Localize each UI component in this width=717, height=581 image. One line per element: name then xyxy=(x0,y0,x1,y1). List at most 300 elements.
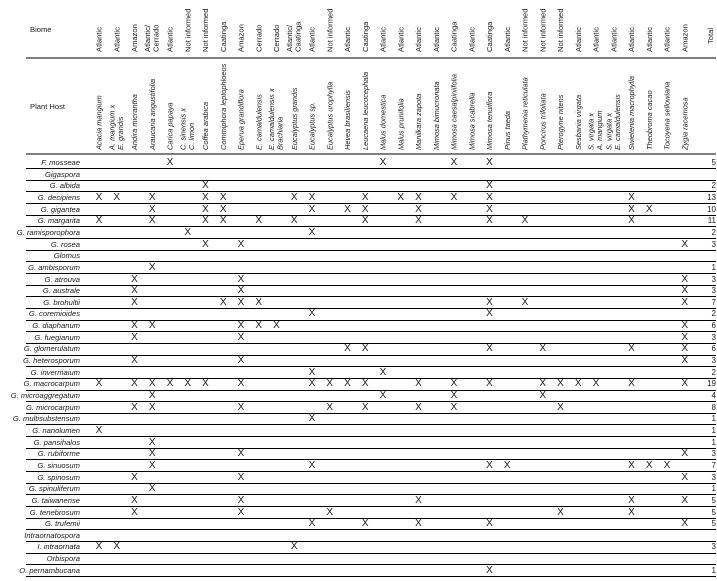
occurrence-mark: X xyxy=(539,343,547,355)
species-name: G. trufemii xyxy=(44,519,80,529)
occurrence-mark: X xyxy=(326,506,334,518)
row-separator xyxy=(26,529,716,530)
host-label: Zygia racemosa xyxy=(680,97,690,150)
occurrence-mark: X xyxy=(486,343,493,355)
biome-label: Atlantic xyxy=(627,27,636,52)
host-label: Eucalyptus urophylla xyxy=(325,81,335,150)
occurrence-mark: X xyxy=(486,518,493,530)
occurrence-mark: X xyxy=(379,157,387,168)
species-name: G. taiwanense xyxy=(31,495,80,505)
occurrence-mark: X xyxy=(415,401,422,413)
row-total: 3 xyxy=(711,239,716,249)
row-separator xyxy=(26,483,716,484)
host-label: Eucalyptus grandis xyxy=(289,87,299,150)
occurrence-mark: X xyxy=(450,378,458,390)
species-name: G. fuegianum xyxy=(34,332,80,342)
row-total: 1 xyxy=(711,414,716,424)
biome-label: Not informed xyxy=(183,8,193,52)
occurrence-mark: X xyxy=(344,203,351,215)
row-separator xyxy=(26,553,716,554)
occurrence-mark: X xyxy=(361,518,369,530)
occurrence-mark: X xyxy=(255,320,263,332)
host-label: E. grandis xyxy=(115,116,125,150)
occurrence-mark: X xyxy=(486,378,493,390)
species-name: G. australe xyxy=(42,286,80,296)
row-separator xyxy=(26,168,716,169)
host-label: Commiphora leptophloeos xyxy=(218,63,228,150)
occurrence-mark: X xyxy=(379,390,387,401)
biome-label: Atlantic xyxy=(431,27,441,52)
species-name: G. albida xyxy=(49,181,80,191)
row-separator xyxy=(26,459,716,460)
occurrence-mark: X xyxy=(521,296,529,308)
host-label: A. mangium xyxy=(595,110,604,150)
occurrence-mark: X xyxy=(95,378,103,390)
host-label: Manilkara zapota xyxy=(414,93,423,150)
occurrence-mark: X xyxy=(415,518,422,530)
biome-label: Atlantic/ xyxy=(284,24,294,52)
biome-label: Atlantic/ xyxy=(142,24,152,52)
species-name: G. tenebrosum xyxy=(29,507,80,517)
occurrence-mark: X xyxy=(131,471,138,483)
occurrence-mark: X xyxy=(628,459,635,471)
occurrence-mark: X xyxy=(486,157,493,168)
occurrence-mark: X xyxy=(415,494,422,506)
occurrence-mark: X xyxy=(557,378,564,390)
occurrence-mark: X xyxy=(290,191,298,203)
species-name: G. margarita xyxy=(37,216,80,226)
row-total: 3 xyxy=(711,286,716,296)
row-separator xyxy=(26,390,716,391)
biome-label: Caatinga xyxy=(360,21,370,52)
occurrence-mark: X xyxy=(202,378,209,390)
occurrence-mark: X xyxy=(148,378,156,390)
row-total: 6 xyxy=(711,321,716,331)
biome-label: Atlantic xyxy=(343,27,352,52)
occurrence-mark: X xyxy=(148,320,156,332)
biome-label: Biome xyxy=(30,25,52,34)
occurrence-mark: X xyxy=(95,215,103,227)
biome-label: Cerrado xyxy=(272,24,281,52)
row-separator xyxy=(26,308,716,309)
biome-label: Not informed xyxy=(556,8,565,52)
occurrence-mark: X xyxy=(361,215,369,227)
occurrence-mark: X xyxy=(628,203,635,215)
occurrence-mark: X xyxy=(628,506,635,518)
occurrence-mark: X xyxy=(131,401,138,413)
biome-label: Atlantic xyxy=(396,27,406,52)
occurrence-mark: X xyxy=(397,191,405,203)
host-label: S. virgata x xyxy=(586,113,596,150)
occurrence-mark: X xyxy=(148,191,156,203)
occurrence-mark: X xyxy=(237,238,245,250)
occurrence-mark: X xyxy=(95,191,103,203)
biome-label: Cerrado xyxy=(254,24,264,52)
species-name: G. sinuosum xyxy=(37,460,80,470)
occurrence-mark: X xyxy=(113,191,121,203)
biome-label: Atlantic xyxy=(502,27,512,52)
occurrence-mark: X xyxy=(326,378,334,390)
host-label: E. camaldulensis xyxy=(612,94,622,150)
species-name: G. brohultii xyxy=(43,297,80,307)
occurrence-mark: X xyxy=(628,378,635,390)
host-label: Pinus taeda xyxy=(502,110,512,150)
occurrence-mark: X xyxy=(574,378,582,390)
species-name: G. atrouva xyxy=(44,274,80,284)
occurrence-mark: X xyxy=(202,238,209,250)
occurrence-mark: X xyxy=(663,459,671,471)
occurrence-mark: X xyxy=(148,390,156,401)
row-total: 7 xyxy=(711,460,716,470)
biome-label: Amazon xyxy=(236,24,246,52)
occurrence-mark: X xyxy=(148,483,156,495)
occurrence-mark: X xyxy=(681,320,689,332)
row-total: 3 xyxy=(711,542,716,552)
row-separator xyxy=(26,366,716,367)
species-name: G. pansihalos xyxy=(33,437,80,447)
occurrence-mark: X xyxy=(486,459,493,471)
occurrence-mark: X xyxy=(219,203,227,215)
biome-label: Caatinga xyxy=(449,21,459,52)
occurrence-mark: X xyxy=(202,203,209,215)
row-total: 5 xyxy=(711,158,716,167)
occurrence-mark: X xyxy=(628,494,635,506)
occurrence-mark: X xyxy=(131,506,138,518)
host-label: Mimosa tenuiflora xyxy=(485,91,494,150)
occurrence-mark: X xyxy=(645,459,653,471)
row-separator xyxy=(26,250,716,251)
occurrence-mark: X xyxy=(308,191,316,203)
row-separator xyxy=(26,436,716,437)
occurrence-mark: X xyxy=(131,355,138,367)
occurrence-mark: X xyxy=(645,203,653,215)
row-total: 3 xyxy=(711,356,716,366)
row-total: 1 xyxy=(711,425,716,435)
occurrence-mark: X xyxy=(237,355,245,367)
row-total: 13 xyxy=(707,192,716,202)
host-label: Swietenia macrophylla xyxy=(627,76,636,150)
occurrence-mark: X xyxy=(148,215,156,227)
row-total: 4 xyxy=(711,391,716,400)
species-name: I. intraornata xyxy=(37,542,80,552)
occurrence-mark: X xyxy=(450,191,458,203)
occurrence-mark: X xyxy=(166,157,174,168)
occurrence-mark: X xyxy=(486,564,493,576)
species-name: G. gigantea xyxy=(40,204,80,214)
occurrence-mark: X xyxy=(308,366,316,378)
row-separator xyxy=(26,448,716,449)
occurrence-mark: X xyxy=(681,273,689,285)
occurrence-mark: X xyxy=(308,518,316,530)
occurrence-mark: X xyxy=(131,331,138,343)
row-separator xyxy=(26,261,716,262)
occurrence-mark: X xyxy=(237,506,245,518)
host-label: S. virgata x xyxy=(604,113,614,150)
occurrence-mark: X xyxy=(557,506,564,518)
occurrence-mark: X xyxy=(628,191,635,203)
host-label: Eperua grandiflora xyxy=(236,89,246,150)
row-separator xyxy=(26,424,716,425)
species-name: G. glomerulatum xyxy=(23,344,80,354)
species-name: G. decipiens xyxy=(37,192,80,202)
occurrence-mark: X xyxy=(219,215,227,227)
occurrence-mark: X xyxy=(237,494,245,506)
host-label: Carica papaya xyxy=(165,102,175,150)
genus-name: Intraornatospora xyxy=(24,530,80,540)
row-total: 3 xyxy=(711,472,716,482)
occurrence-mark: X xyxy=(113,541,121,553)
species-name: G. ambisporum xyxy=(28,262,80,272)
occurrence-mark: X xyxy=(344,343,351,355)
occurrence-mark: X xyxy=(131,494,138,506)
occurrence-mark: X xyxy=(219,191,227,203)
biome-label: Atlantic xyxy=(662,27,672,52)
biome-label: Amazon xyxy=(130,24,139,52)
occurrence-mark: X xyxy=(237,296,245,308)
occurrence-mark: X xyxy=(308,413,316,425)
table-header xyxy=(0,0,717,160)
row-total: 2 xyxy=(711,309,716,319)
occurrence-mark: X xyxy=(486,215,493,227)
host-label: Sesbania virgata xyxy=(573,94,583,150)
host-label: Acacia mangium xyxy=(94,95,104,150)
occurrence-mark: X xyxy=(681,471,689,483)
biome-label: Atlantic xyxy=(307,27,317,52)
occurrence-mark: X xyxy=(237,401,245,413)
occurrence-mark: X xyxy=(95,424,103,436)
host-label: Malus domestica xyxy=(378,94,388,150)
occurrence-mark: X xyxy=(237,285,245,297)
occurrence-mark: X xyxy=(166,378,174,390)
species-name: G. ramisporophora xyxy=(16,227,80,237)
occurrence-mark: X xyxy=(237,378,245,390)
host-label: Eucalyptus sp. xyxy=(307,101,317,150)
occurrence-mark: X xyxy=(681,494,689,506)
biome-label: Atlantic xyxy=(591,27,601,52)
occurrence-mark: X xyxy=(539,390,547,401)
occurrence-mark: X xyxy=(486,191,493,203)
occurrence-mark: X xyxy=(131,296,138,308)
occurrence-mark: X xyxy=(486,180,493,192)
occurrence-mark: X xyxy=(361,401,369,413)
occurrence-mark: X xyxy=(148,401,156,413)
occurrence-mark: X xyxy=(237,273,245,285)
occurrence-mark: X xyxy=(681,378,689,390)
species-name: G. microcarpum xyxy=(25,402,80,412)
host-label: Mimosa caesalpiniifolia xyxy=(449,74,459,150)
biome-label: Atlantic xyxy=(573,27,583,52)
occurrence-mark: X xyxy=(628,215,635,227)
occurrence-mark: X xyxy=(361,343,369,355)
species-name: G. nanolumen xyxy=(32,425,80,435)
occurrence-mark: X xyxy=(415,203,422,215)
row-total: 1 xyxy=(711,484,716,494)
biome-labels xyxy=(95,9,690,52)
host-label: Pterogyne nitens xyxy=(556,94,565,150)
species-name: G. macrocarpum xyxy=(23,379,80,389)
genus-name: Gigaspora xyxy=(44,169,80,179)
occurrence-mark: X xyxy=(148,448,156,460)
occurrence-mark: X xyxy=(148,203,156,215)
host-label: C. limon xyxy=(186,122,196,150)
row-total: 3 xyxy=(711,449,716,459)
occurrence-mark: X xyxy=(415,378,422,390)
host-label: E. camaldulensis x xyxy=(267,88,276,150)
host-label: E. camaldulensis xyxy=(254,94,264,150)
occurrence-mark: X xyxy=(131,273,138,285)
occurrence-mark: X xyxy=(237,320,245,332)
occurrence-mark: X xyxy=(202,191,209,203)
occurrence-mark: X xyxy=(308,378,316,390)
row-total: 2 xyxy=(711,367,716,377)
occurrence-mark: X xyxy=(361,191,369,203)
biome-label: Not informed xyxy=(520,8,530,52)
species-name: G. rubiforme xyxy=(37,449,80,459)
biome-label: Not informed xyxy=(201,8,210,52)
row-total: 8 xyxy=(711,402,716,412)
host-label: Brachiaria xyxy=(275,116,285,150)
row-total: 2 xyxy=(711,227,716,237)
occurrence-mark: X xyxy=(521,215,529,227)
biome-label: Not informed xyxy=(538,8,548,52)
occurrence-mark: X xyxy=(681,296,689,308)
host-label: Theobroma cacao xyxy=(644,90,654,150)
occurrence-mark: X xyxy=(681,238,689,250)
species-name: G. diaphanum xyxy=(32,321,80,331)
host-label: Leucaena leucocephala xyxy=(360,71,370,150)
occurrence-mark: X xyxy=(131,320,138,332)
occurrence-mark: X xyxy=(681,331,689,343)
biome-label: Atlantic xyxy=(644,27,654,52)
biome-label: Amazon xyxy=(680,24,690,52)
row-separator xyxy=(26,238,716,239)
occurrence-mark: X xyxy=(557,401,564,413)
row-separator xyxy=(26,180,716,181)
occurrence-mark: X xyxy=(308,226,316,238)
genus-name: Glomus xyxy=(53,251,80,261)
species-name: G. spinosum xyxy=(37,472,80,482)
occurrence-mark: X xyxy=(202,180,209,192)
occurrence-mark: X xyxy=(131,378,138,390)
row-total: 11 xyxy=(707,216,716,226)
occurrence-mark: X xyxy=(681,518,689,530)
row-total: 2 xyxy=(711,181,716,191)
host-labels xyxy=(95,63,690,151)
total-column-label: Total xyxy=(706,27,715,44)
biome-label: Caatinga xyxy=(218,21,228,52)
species-name: G. invermaium xyxy=(30,367,80,377)
biome-label: Caatinga xyxy=(485,21,494,52)
occurrence-mark: X xyxy=(503,459,511,471)
row-total: 10 xyxy=(707,204,716,214)
occurrence-mark: X xyxy=(681,355,689,367)
row-separator xyxy=(26,541,716,542)
row-total: 3 xyxy=(711,274,716,284)
species-name: G. multisubstensum xyxy=(12,414,80,424)
biome-label: Atlantic xyxy=(609,27,619,52)
row-total: 5 xyxy=(711,507,716,517)
row-total: 3 xyxy=(711,332,716,342)
occurrence-mark: X xyxy=(415,215,422,227)
occurrence-mark: X xyxy=(202,215,209,227)
occurrence-mark: X xyxy=(148,436,156,448)
host-label: A. mangium x xyxy=(107,104,117,150)
biome-label: Atlantic xyxy=(94,27,104,52)
occurrence-mark: X xyxy=(361,203,369,215)
occurrence-mark: X xyxy=(290,215,298,227)
occurrence-mark: X xyxy=(539,378,547,390)
occurrence-mark: X xyxy=(219,296,227,308)
row-total: 1 xyxy=(711,565,716,575)
row-separator xyxy=(26,413,716,414)
occurrence-mark: X xyxy=(308,459,316,471)
biome-label: Atlantic xyxy=(165,27,175,52)
occurrence-mark: X xyxy=(326,401,334,413)
plant-host-label: Plant Host xyxy=(30,102,66,111)
occurrence-mark: X xyxy=(148,261,156,273)
occurrence-mark: X xyxy=(237,448,245,460)
occurrence-mark: X xyxy=(450,390,458,401)
host-label: Malus prunifolia xyxy=(396,98,406,150)
occurrence-mark: X xyxy=(681,343,689,355)
occurrence-mark: X xyxy=(237,471,245,483)
row-separator xyxy=(26,564,716,565)
host-label: Andira micrantha xyxy=(130,94,139,150)
occurrence-mark: X xyxy=(237,331,245,343)
biome-label: Not informed xyxy=(325,8,335,52)
row-total: 5 xyxy=(711,519,716,529)
species-name: G. rosea xyxy=(50,239,80,249)
occurrence-mark: X xyxy=(255,296,263,308)
occurrence-mark: X xyxy=(450,401,458,413)
biome-label: Cerrado xyxy=(151,24,161,52)
host-label: Tocoyena sellowiana xyxy=(662,81,672,150)
species-name: G. microaggregatum xyxy=(10,391,80,400)
occurrence-mark: X xyxy=(379,366,387,378)
species-name: G. spinuliferum xyxy=(28,484,80,494)
biome-label: Atlantic xyxy=(414,27,423,52)
row-separator xyxy=(26,226,716,227)
host-label: Poncirus trifoliata xyxy=(538,93,548,150)
occurrence-mark: X xyxy=(131,285,138,297)
species-name: O. pernambucana xyxy=(19,565,80,575)
occurrence-mark: X xyxy=(308,308,316,320)
occurrence-mark: X xyxy=(450,157,458,168)
host-label: Plathymenia reticulata xyxy=(520,77,530,150)
host-label: Mimosa scabrella xyxy=(467,92,477,150)
row-total: 1 xyxy=(711,437,716,447)
occurrence-mark: X xyxy=(148,459,156,471)
biome-label: Caatinga xyxy=(293,21,303,52)
occurrence-mark: X xyxy=(344,378,351,390)
host-label: Hevea brasiliensis xyxy=(343,90,352,150)
row-separator xyxy=(26,576,716,577)
occurrence-mark: X xyxy=(361,378,369,390)
occurrence-mark: X xyxy=(95,541,103,553)
occurrence-mark: X xyxy=(628,343,635,355)
host-label: C. sinensis x xyxy=(178,108,188,150)
occurrence-mark: X xyxy=(681,285,689,297)
occurrence-mark: X xyxy=(681,448,689,460)
occurrence-mark: X xyxy=(415,191,422,203)
species-name: F. mosseae xyxy=(41,158,80,167)
occurrence-mark: X xyxy=(308,203,316,215)
row-total: 1 xyxy=(711,262,716,272)
row-total: 6 xyxy=(711,344,716,354)
biome-label: Atlantic xyxy=(378,27,388,52)
occurrence-mark: X xyxy=(255,215,263,227)
occurrence-mark: X xyxy=(290,541,298,553)
